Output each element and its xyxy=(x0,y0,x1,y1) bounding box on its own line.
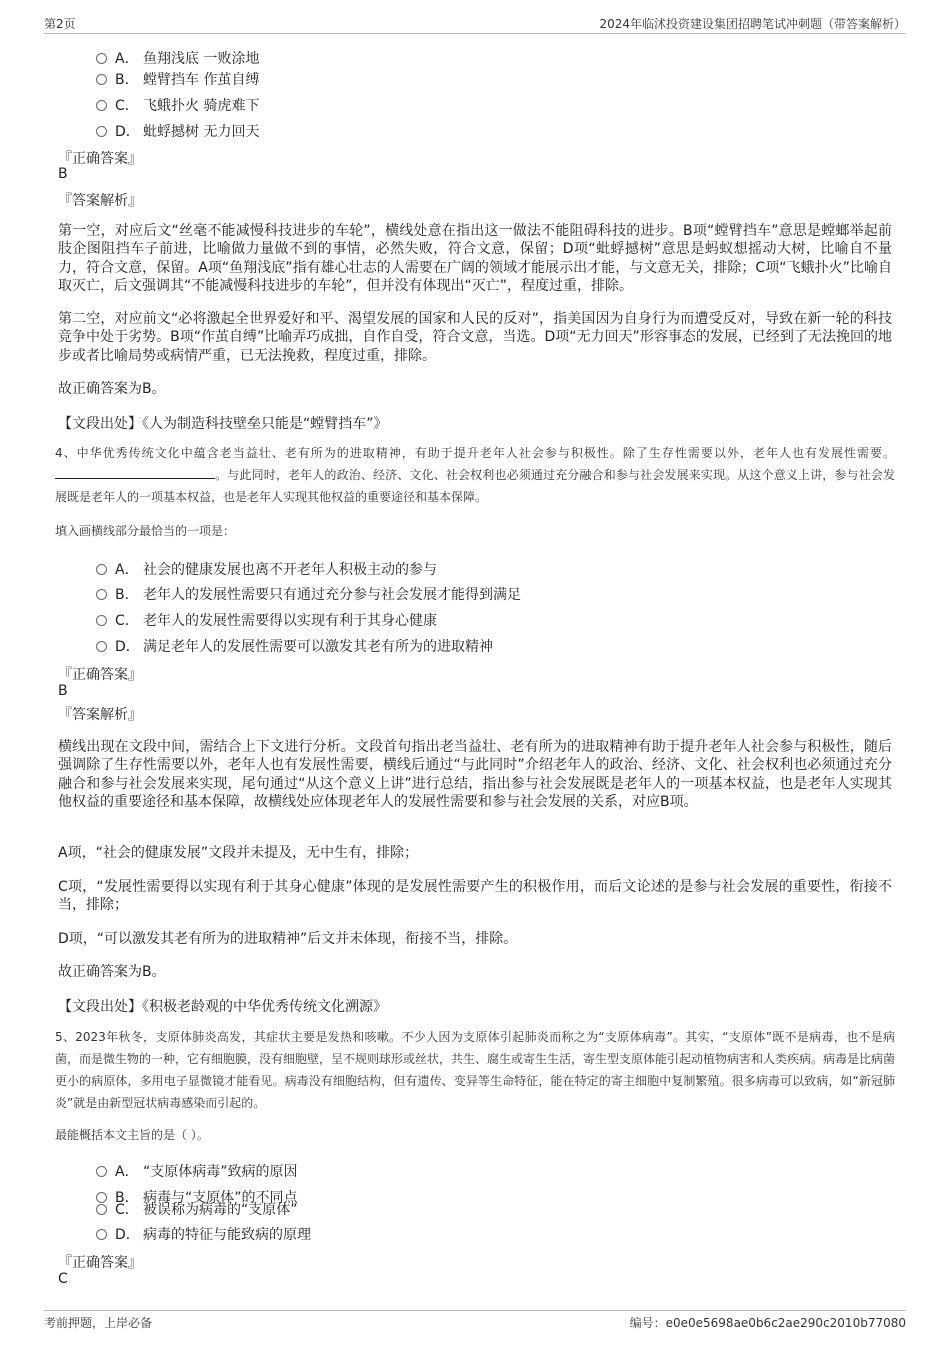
q4-option-c[interactable]: C． 老年人的发展性需要得以实现有利于其身心健康 xyxy=(96,610,437,630)
q5-answer-label: 『正确答案』 xyxy=(58,1255,142,1271)
q3-option-a[interactable]: A． 鱼翔浅底 一败涂地 xyxy=(96,48,259,68)
q4-analysis-option-a: A项，“社会的健康发展”文段并未提及，无中生有，排除； xyxy=(58,845,419,861)
q5-stem: 5、2023年秋冬，支原体肺炎高发，其症状主要是发热和咳嗽。不少人因为支原体引起肺炎而称之为“支原体病毒”。其实，“支原体”既不是病毒，也不是病菌，而是微生物的一种，它有细胞膜，没有细胞壁，呈不规则球形或丝状，共生、腐生或寄生生活，寄生型支原体能引起动植物病害和人类疾病。病毒是比病菌更小的病原体，多用电子显微镜才能看见。病毒没有细胞结构，但有遗传、变异等生命特征，能在特定的寄主细胞中复制繁殖。很多病毒可以致病，如“新冠肺炎”就是由新型冠状病毒感染而引起的。 xyxy=(55,1030,896,1110)
q4-option-d[interactable]: D． 满足老年人的发展性需要可以激发其老有所为的进取精神 xyxy=(96,636,493,656)
q5-option-b[interactable]: B． 病毒与“支原体”的不同点 xyxy=(96,1187,298,1207)
q3-conclusion: 故正确答案为B。 xyxy=(58,381,166,397)
radio-icon[interactable] xyxy=(96,1204,107,1215)
q3-option-b[interactable]: B． 螳臂挡车 作茧自缚 xyxy=(96,69,259,89)
document-title: 2024年临沭投资建设集团招聘笔试冲刺题（带答案解析） xyxy=(599,17,906,31)
q3-source: 【文段出处】《人为制造科技壁垒只能是“螳臂挡车”》 xyxy=(58,416,388,432)
radio-icon[interactable] xyxy=(96,100,107,111)
footer-rule xyxy=(44,1310,906,1311)
q5-answer: C xyxy=(58,1271,68,1287)
q3-answer: B xyxy=(58,166,68,182)
radio-icon[interactable] xyxy=(96,53,107,64)
q3-option-c[interactable]: C． 飞蛾扑火 骑虎难下 xyxy=(96,95,259,115)
radio-icon[interactable] xyxy=(96,1166,107,1177)
q4-analysis-label: 『答案解析』 xyxy=(58,707,142,723)
q4-conclusion: 故正确答案为B。 xyxy=(58,964,166,980)
q4-answer-label: 『正确答案』 xyxy=(58,667,142,683)
page-number: 第2页 xyxy=(44,17,76,31)
radio-icon[interactable] xyxy=(96,74,107,85)
q4-option-b[interactable]: B． 老年人的发展性需要只有通过充分参与社会发展才能得到满足 xyxy=(96,584,521,604)
q5-option-c[interactable]: C． 被误称为病毒的“支原体” xyxy=(96,1199,298,1219)
q3-analysis-paragraph-1: 第一空，对应后文“丝毫不能减慢科技进步的车轮”，横线处意在指出这一做法不能阻碍科技的进步。B项“螳臂挡车”意思是螳螂举起前肢企图阻挡车子前进，比喻做力量做不到的事情，必然失败，符合文意，保留；D项“蚍蜉撼树”意思是蚂蚁想摇动大树，比喻自不量力，符合文意，保留。A项“鱼翔浅底”指有雄心壮志的人需要在广阔的领域才能展示出才能，与文意无关，排除；C项“飞蛾扑火”比喻自取灭亡，后文强调其“不能减慢科技进步的车轮”，但并没有体现出“灭亡”，程度过重，排除。 xyxy=(58,223,892,295)
radio-icon[interactable] xyxy=(96,1229,107,1240)
q3-analysis-label: 『答案解析』 xyxy=(58,193,142,209)
q4-stem: 4、中华优秀传统文化中蕴含老当益壮、老有所为的进取精神，有助于提升老年人社会参与积极性。除了生存性需要以外，老年人也有发展性需要。。与此同时，老年人的政治、经济、文化、社会权利也必须通过充分融合和参与社会发展来实现。从这个意义上讲，参与社会发展既是老年人的一项基本权益，也是老年人实现其他权益的重要途径和基本保障。 xyxy=(55,446,895,504)
header-rule xyxy=(44,33,906,34)
q5-option-d[interactable]: D． 病毒的特征与能致病的原理 xyxy=(96,1224,311,1244)
q4-analysis-paragraph-1: 横线出现在文段中间，需结合上下文进行分析。文段首句指出老当益壮、老有所为的进取精神有助于提升老年人社会参与积极性，随后强调除了生存性需要以外，老年人也有发展性需要，横线后通过“与此同时”介绍老年人的政治、经济、文化、社会权利也必须通过充分融合和参与社会发展来实现，尾句通过“从这个意义上讲”进行总结，指出参与社会发展既是老年人的一项基本权益，也是老年人实现其他权益的重要途径和基本保障，故横线处应体现老年人的发展性需要和参与社会发展的关系，对应B项。 xyxy=(58,739,892,811)
q3-answer-label: 『正确答案』 xyxy=(58,151,142,167)
q3-option-d[interactable]: D． 蚍蜉撼树 无力回天 xyxy=(96,121,259,141)
radio-icon[interactable] xyxy=(96,615,107,626)
q4-analysis-option-c: C项，“发展性需要得以实现有利于其身心健康”体现的是发展性需要产生的积极作用，而后文论述的是参与社会发展的重要性，衔接不当，排除； xyxy=(58,879,892,914)
fill-blank xyxy=(55,466,215,479)
q5-prompt: 最能概括本文主旨的是（ ）。 xyxy=(55,1128,209,1142)
q4-source: 【文段出处】《积极老龄观的中华优秀传统文化溯源》 xyxy=(58,999,387,1015)
document-id: 编号：e0e0e5698ae0b6c2ae290c2010b77080 xyxy=(629,1316,906,1330)
q4-answer: B xyxy=(58,683,68,699)
q4-option-a[interactable]: A． 社会的健康发展也离不开老年人积极主动的参与 xyxy=(96,559,437,579)
q3-analysis-paragraph-2: 第二空，对应前文“必将激起全世界爱好和平、渴望发展的国家和人民的反对”，指美国因为自身行为而遭受反对，导致在新一轮的科技竞争中处于劣势。B项“作茧自缚”比喻弄巧成拙，自作自受，符合文意，当选。D项“无力回天”形容事态的发展，已经到了无法挽回的地步或者比喻局势或病情严重，已无法挽救，程度过重，排除。 xyxy=(58,311,892,364)
q4-analysis-option-d: D项，“可以激发其老有所为的进取精神”后文并未体现，衔接不当，排除。 xyxy=(58,931,518,947)
q4-prompt: 填入画横线部分最恰当的一项是： xyxy=(55,524,236,538)
radio-icon[interactable] xyxy=(96,589,107,600)
radio-icon[interactable] xyxy=(96,126,107,137)
radio-icon[interactable] xyxy=(96,564,107,575)
radio-icon[interactable] xyxy=(96,641,107,652)
q5-option-a[interactable]: A． “支原体病毒”致病的原因 xyxy=(96,1161,298,1181)
footer-slogan: 考前押题，上岸必备 xyxy=(44,1316,153,1330)
